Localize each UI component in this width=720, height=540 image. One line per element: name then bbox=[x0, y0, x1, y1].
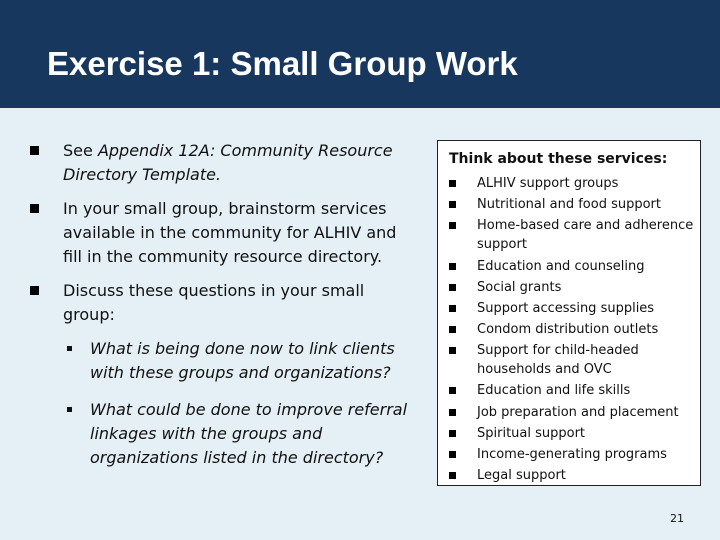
service-bullet-marker bbox=[449, 222, 456, 229]
bullet-marker bbox=[30, 286, 39, 295]
service-item: Education and life skills bbox=[477, 383, 631, 398]
service-bullet-marker bbox=[449, 305, 456, 312]
bullet-text-discuss: Discuss these questions in your small group: bbox=[63, 281, 365, 324]
service-bullet-marker bbox=[449, 347, 456, 354]
bullet-marker bbox=[30, 146, 39, 155]
question-current-linkage: What is being done now to link clients with these groups and organizations? bbox=[90, 339, 395, 382]
slide-title: Exercise 1: Small Group Work bbox=[47, 45, 518, 82]
sub-bullet-marker bbox=[67, 346, 72, 351]
service-bullet-marker bbox=[449, 263, 456, 270]
service-item: Support for child-headed households and OVC bbox=[477, 343, 639, 377]
service-item: ALHIV support groups bbox=[477, 176, 619, 191]
services-heading: Think about these services: bbox=[449, 151, 668, 167]
service-item: Home-based care and adherence support bbox=[477, 218, 694, 252]
services-box bbox=[437, 140, 701, 486]
service-item: Social grants bbox=[477, 280, 562, 295]
bullet-prefix: See bbox=[63, 141, 98, 160]
service-bullet-marker bbox=[449, 472, 456, 479]
bullet-text-appendix bbox=[63, 139, 418, 187]
service-bullet-marker bbox=[449, 430, 456, 437]
service-item: Legal support bbox=[477, 468, 566, 483]
service-bullet-marker bbox=[449, 180, 456, 187]
service-item: Spiritual support bbox=[477, 426, 586, 441]
sub-bullet-marker bbox=[67, 407, 72, 412]
page-number: 21 bbox=[670, 512, 684, 525]
bullet-marker bbox=[30, 204, 39, 213]
service-item: Job preparation and placement bbox=[477, 405, 679, 420]
service-bullet-marker bbox=[449, 284, 456, 291]
service-bullet-marker bbox=[449, 201, 456, 208]
service-bullet-marker bbox=[449, 409, 456, 416]
service-bullet-marker bbox=[449, 451, 456, 458]
service-item: Education and counseling bbox=[477, 259, 645, 274]
service-item: Nutritional and food support bbox=[477, 197, 661, 212]
service-bullet-marker bbox=[449, 326, 456, 333]
service-item: Income-generating programs bbox=[477, 447, 667, 462]
question-improve-referral: What could be done to improve referral linkages with the groups and organizations listed in the directory? bbox=[90, 400, 408, 467]
appendix-reference: Appendix 12A: Community Resource Directory Template. bbox=[63, 141, 393, 184]
bullet-text-brainstorm: In your small group, brainstorm services available in the community for ALHIV and fill in the community resource directory. bbox=[63, 199, 397, 266]
service-item: Support accessing supplies bbox=[477, 301, 655, 316]
service-bullet-marker bbox=[449, 387, 456, 394]
service-item: Condom distribution outlets bbox=[477, 322, 659, 337]
